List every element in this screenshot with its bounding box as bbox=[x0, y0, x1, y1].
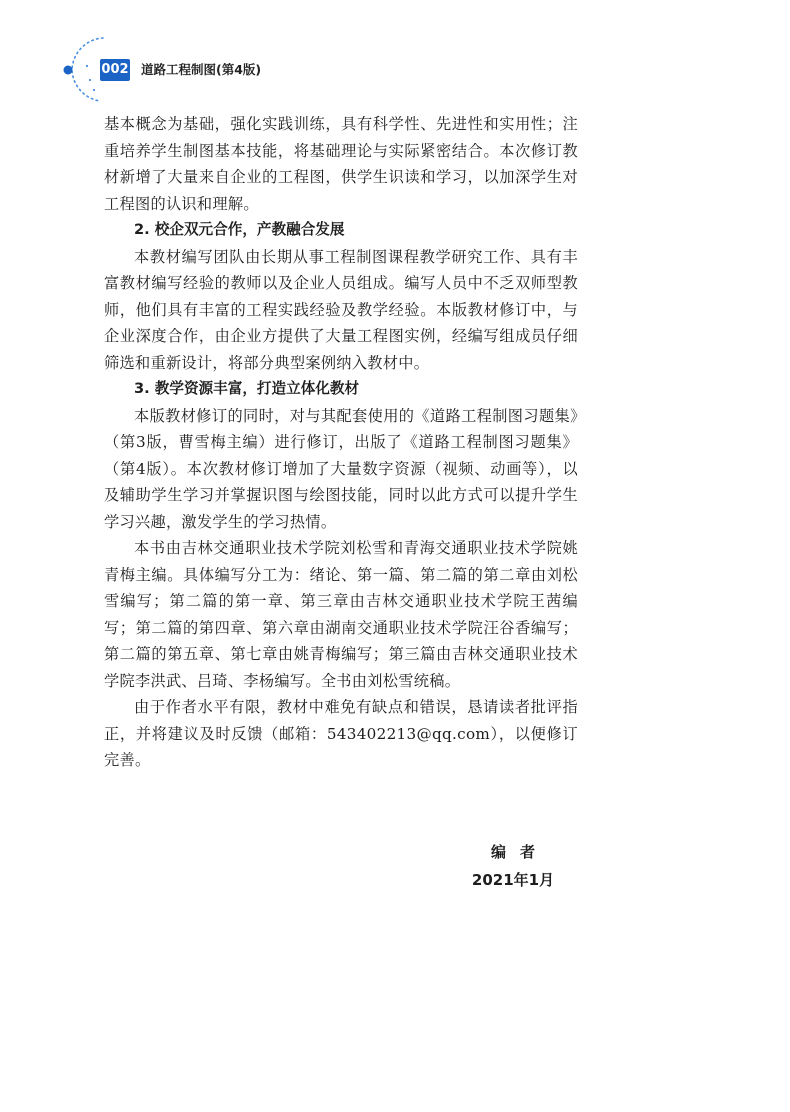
section-heading-3: 3. 教学资源丰富，打造立体化教材 bbox=[134, 380, 360, 397]
paragraph-feedback: 由于作者水平有限，教材中难免有缺点和错误，恳请读者批评指正，并将建议及时反馈（邮箱：543402213@qq.com），以便修订完善。 bbox=[104, 698, 578, 769]
paragraph-continued: 基本概念为基础，强化实践训练，具有科学性、先进性和实用性；注重培养学生制图基本技能，将基础理论与实际紧密结合。本次修订教材新增了大量来自企业的工程图，供学生识读和学习，以加深学生对工程图的认识和理解。 bbox=[104, 115, 578, 213]
section-heading-2: 2. 校企双元合作，产教融合发展 bbox=[134, 221, 345, 238]
paragraph-authors: 本书由吉林交通职业技术学院刘松雪和青海交通职业技术学院姚青梅主编。具体编写分工为：绪论、第一篇、第二篇的第二章由刘松雪编写；第二篇的第一章、第三章由吉林交通职业技术学院王茜编写；第二篇的第四章、第六章由湖南交通职业技术学院汪谷香编写；第二篇的第五章、第七章由姚青梅编写；第三篇由吉林交通职业技术学院李洪武、吕琦、李杨编写。全书由刘松雪统稿。 bbox=[104, 539, 578, 690]
page-header bbox=[0, 0, 790, 110]
bullet-dot-icon bbox=[64, 66, 73, 75]
paragraph-team: 本教材编写团队由长期从事工程制图课程教学研究工作、具有丰富教材编写经验的教师以及企业人员组成。编写人员中不乏双师型教师，他们具有丰富的工程实践经验及教学经验。本版教材修订中，与企业深度合作，由企业方提供了大量工程图实例，经编写组成员仔细筛选和重新设计，将部分典型案例纳入教材中。 bbox=[104, 247, 578, 372]
running-title: 道路工程制图(第4版) bbox=[141, 62, 262, 77]
paragraph-resources: 本版教材修订的同时，对与其配套使用的《道路工程制图习题集》（第3版，曹雪梅主编）进行修订，出版了《道路工程制图习题集》（第4版）。本次教材修订增加了大量数字资源（视频、动画等），以及辅助学生学习并掌握识图与绘图技能，同时以此方式可以提升学生学习兴趣，激发学生的学习热情。 bbox=[104, 406, 578, 531]
signature-block bbox=[458, 838, 568, 894]
main-text bbox=[104, 111, 578, 774]
signature-date: 2021年1月 bbox=[471, 871, 555, 889]
page-number-badge: 002 bbox=[100, 59, 130, 81]
decorative-dotted-arc-icon bbox=[0, 0, 160, 110]
signature-author: 编者 bbox=[490, 843, 549, 861]
